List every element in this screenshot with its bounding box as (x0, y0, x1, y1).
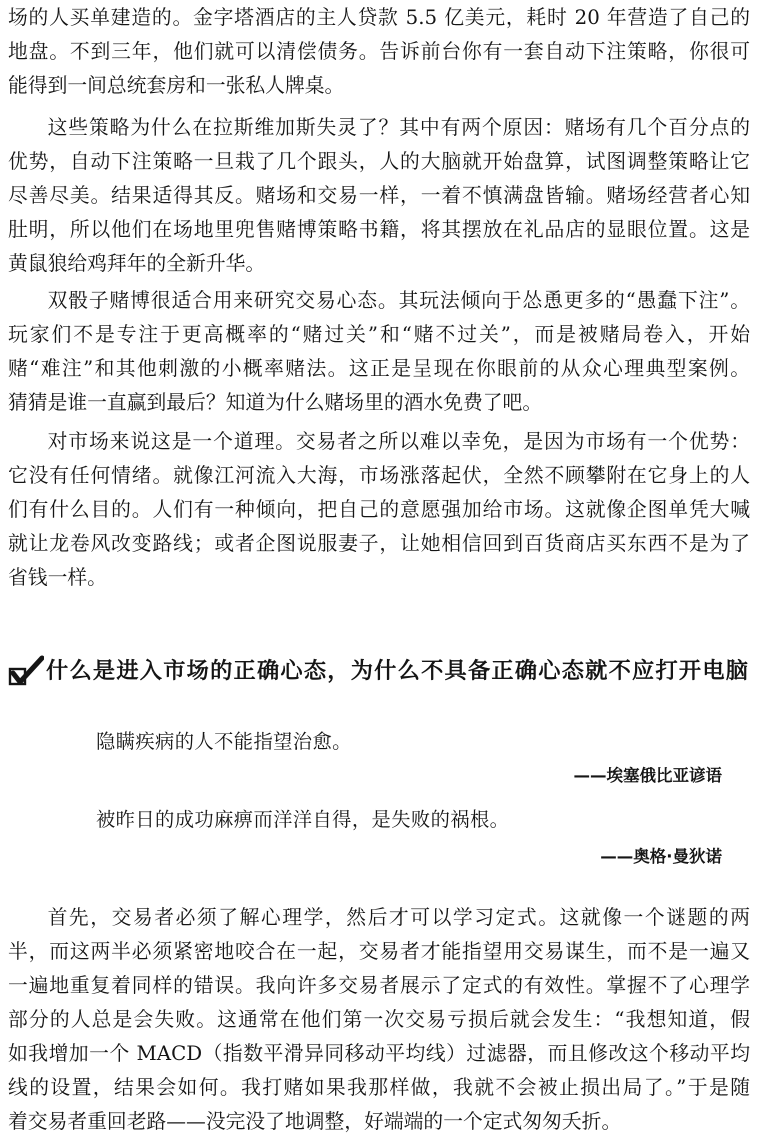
section-heading-text: 什么是进入市场的正确心态，为什么不具备正确心态就不应打开电脑 (46, 658, 748, 684)
text-line: 如我增加一个 MACD（指数平滑异同移动平均线）过滤器，而且修改这个移动平均 (8, 1042, 750, 1065)
text-line: 肚明，所以他们在场地里兜售赌博策略书籍，将其摆放在礼品店的显眼位置。这是 (8, 218, 750, 241)
text-line: 部分的人总是会失败。这通常在他们第一次交易亏损后就会发生：“我想知道，假 (8, 1008, 750, 1031)
check-mark-icon (8, 655, 44, 687)
epigraph-quote: 被昨日的成功麻痹而洋洋自得，是失败的祸根。 (96, 808, 510, 831)
text-line: 猜猜是谁一直赢到最后？知道为什么赌场里的酒水免费了吧。 (8, 391, 543, 414)
text-line: 尽善尽美。结果适得其反。赌场和交易一样，一着不慎满盘皆输。赌场经营者心知 (8, 184, 750, 207)
text-line: 这些策略为什么在拉斯维加斯失灵了？其中有两个原因：赌场有几个百分点的 (47, 116, 750, 139)
text-line: 就让龙卷风改变路线；或者企图说服妻子，让她相信回到百货商店买东西不是为了 (8, 532, 750, 555)
text-line: 半，而这两半必须紧密地咬合在一起，交易者才能指望用交易谋生，而不是一遍又 (8, 940, 750, 963)
text-line: 它没有任何情绪。就像江河流入大海，市场涨落起伏，全然不顾攀附在它身上的人 (8, 464, 750, 487)
text-line: 一遍地重复着同样的错误。我向许多交易者展示了定式的有效性。掌握不了心理学 (8, 974, 750, 997)
paragraph (8, 425, 750, 595)
epigraph-attribution: ——埃塞俄比亚谚语 (573, 766, 722, 785)
text-line: 能得到一间总统套房和一张私人牌桌。 (8, 74, 345, 97)
paragraph (8, 1, 750, 103)
text-line: 双骰子赌博很适合用来研究交易心态。其玩法倾向于怂恿更多的“愚蠢下注”。 (47, 289, 750, 312)
text-line: 首先，交易者必须了解心理学，然后才可以学习定式。这就像一个谜题的两 (47, 906, 750, 929)
text-line: 黄鼠狼给鸡拜年的全新升华。 (8, 252, 266, 275)
text-line: 赌“难注”和其他刺激的小概率赌法。这正是呈现在你眼前的从众心理典型案例。 (8, 357, 750, 380)
text-line: 场的人买单建造的。金字塔酒店的主人贷款 5.5 亿美元，耗时 20 年营造了自己的 (8, 6, 750, 29)
text-line: 线的设置，结果会如何。我打赌如果我那样做，我就不会被止损出局了。”于是随 (8, 1076, 750, 1099)
epigraph-quote: 隐瞒疾病的人不能指望治愈。 (96, 730, 352, 753)
paragraph (8, 284, 750, 420)
text-line: 省钱一样。 (8, 566, 107, 589)
paragraph (8, 111, 750, 281)
text-line: 着交易者重回老路——没完没了地调整，好端端的一个定式匆匆夭折。 (8, 1110, 622, 1133)
epigraph-attribution: ——奥格·曼狄诺 (600, 847, 722, 866)
text-line: 优势，自动下注策略一旦栽了几个跟头，人的大脑就开始盘算，试图调整策略让它 (8, 150, 750, 173)
section-heading (6, 654, 750, 688)
paragraph (8, 901, 750, 1139)
text-line: 们有什么目的。人们有一种倾向，把自己的意愿强加给市场。这就像企图单凭大喊 (8, 498, 750, 521)
text-line: 对市场来说这是一个道理。交易者之所以难以幸免，是因为市场有一个优势： (47, 430, 750, 453)
text-line: 地盘。不到三年，他们就可以清偿债务。告诉前台你有一套自动下注策略，你很可 (8, 40, 750, 63)
text-line: 玩家们不是专注于更高概率的“赌过关”和“赌不过关”，而是被赌局卷入，开始 (8, 323, 750, 346)
